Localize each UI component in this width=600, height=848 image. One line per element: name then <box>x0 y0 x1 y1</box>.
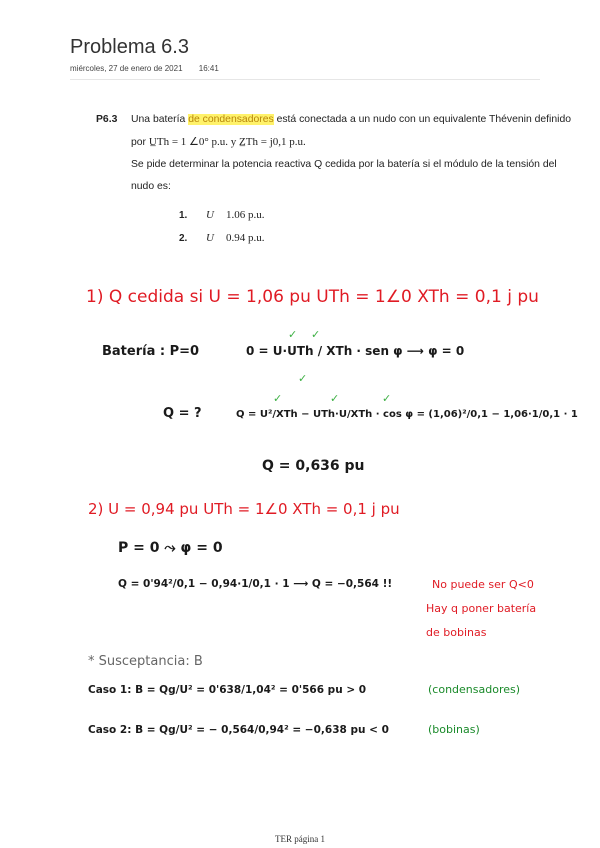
problem-text-1b: está conectada a un nudo con un equivalente Thévenin definido <box>273 114 572 125</box>
page-time: 16:41 <box>198 64 219 73</box>
problem-line-3: Se pide determinar la potencia reactiva Q cedida por la batería si el módulo de la tensión del nudo es: <box>131 159 557 192</box>
check-mark-icon: ✓ <box>298 372 308 385</box>
item-value: 0.94 p.u. <box>226 232 265 244</box>
caso-1-equation: Caso 1: B = Qg/U² = 0'638/1,04² = 0'566 pu > 0 <box>88 684 367 696</box>
check-mark-icon: ✓ <box>311 328 321 341</box>
check-mark-icon: ✓ <box>330 392 340 405</box>
note-line-3: de bobinas <box>426 626 487 639</box>
equation-3: Q = 0'94²/0,1 − 0,94·1/0,1 · 1 ⟶ Q = −0,564 !! <box>118 578 393 590</box>
equation-2: Q = U²/XTh − UTh·U/XTh · cos φ = (1,06)²/0,1 − 1,06·1/0,1 · 1 <box>236 409 578 420</box>
page-title: Problema 6.3 <box>70 36 189 58</box>
note-line-2: Hay q poner batería <box>426 602 537 615</box>
caso-1-note: (condensadores) <box>428 683 521 696</box>
page-date: miércoles, 27 de enero de 2021 <box>70 64 183 73</box>
uth-equation: U̲Th = 1 ∠0° p.u. y <box>148 136 240 148</box>
q-unknown: Q = ? <box>163 406 202 421</box>
highlighted-text: de condensadores <box>188 114 274 125</box>
item-number: 1. <box>179 210 188 221</box>
result-1: Q = 0,636 pu <box>262 458 365 474</box>
check-mark-icon: ✓ <box>273 392 283 405</box>
problem-text-1a: Una batería <box>131 114 189 125</box>
section-1-header: 1) Q cedida si U = 1,06 pu UTh = 1∠0 XTh = 0,1 j pu <box>86 287 539 307</box>
zth-equation: Z̲Th = j0,1 p.u. <box>239 136 306 148</box>
equation-1: 0 = U·UTh / XTh · sen φ ⟶ φ = 0 <box>246 344 465 358</box>
problem-label: P6.3 <box>96 114 118 125</box>
item-variable: U <box>206 209 214 221</box>
check-mark-icon: ✓ <box>288 328 298 341</box>
section-2-header: 2) U = 0,94 pu UTh = 1∠0 XTh = 0,1 j pu <box>88 500 400 518</box>
caso-2-note: (bobinas) <box>428 723 480 736</box>
susceptancia-title: * Susceptancia: B <box>88 654 203 669</box>
caso-2-equation: Caso 2: B = Qg/U² = − 0,564/0,94² = −0,638 pu < 0 <box>88 724 389 736</box>
item-value: 1.06 p.u. <box>226 209 265 221</box>
p-zero-line: P = 0 ⤳ φ = 0 <box>118 540 223 556</box>
item-variable: U <box>206 232 214 244</box>
page-footer: TER página 1 <box>275 834 325 844</box>
check-mark-icon: ✓ <box>382 392 392 405</box>
bateria-line: Batería : P=0 <box>102 344 200 359</box>
item-number: 2. <box>179 233 188 244</box>
problem-text-2: por <box>131 137 149 148</box>
note-line-1: No puede ser Q<0 <box>432 578 534 591</box>
